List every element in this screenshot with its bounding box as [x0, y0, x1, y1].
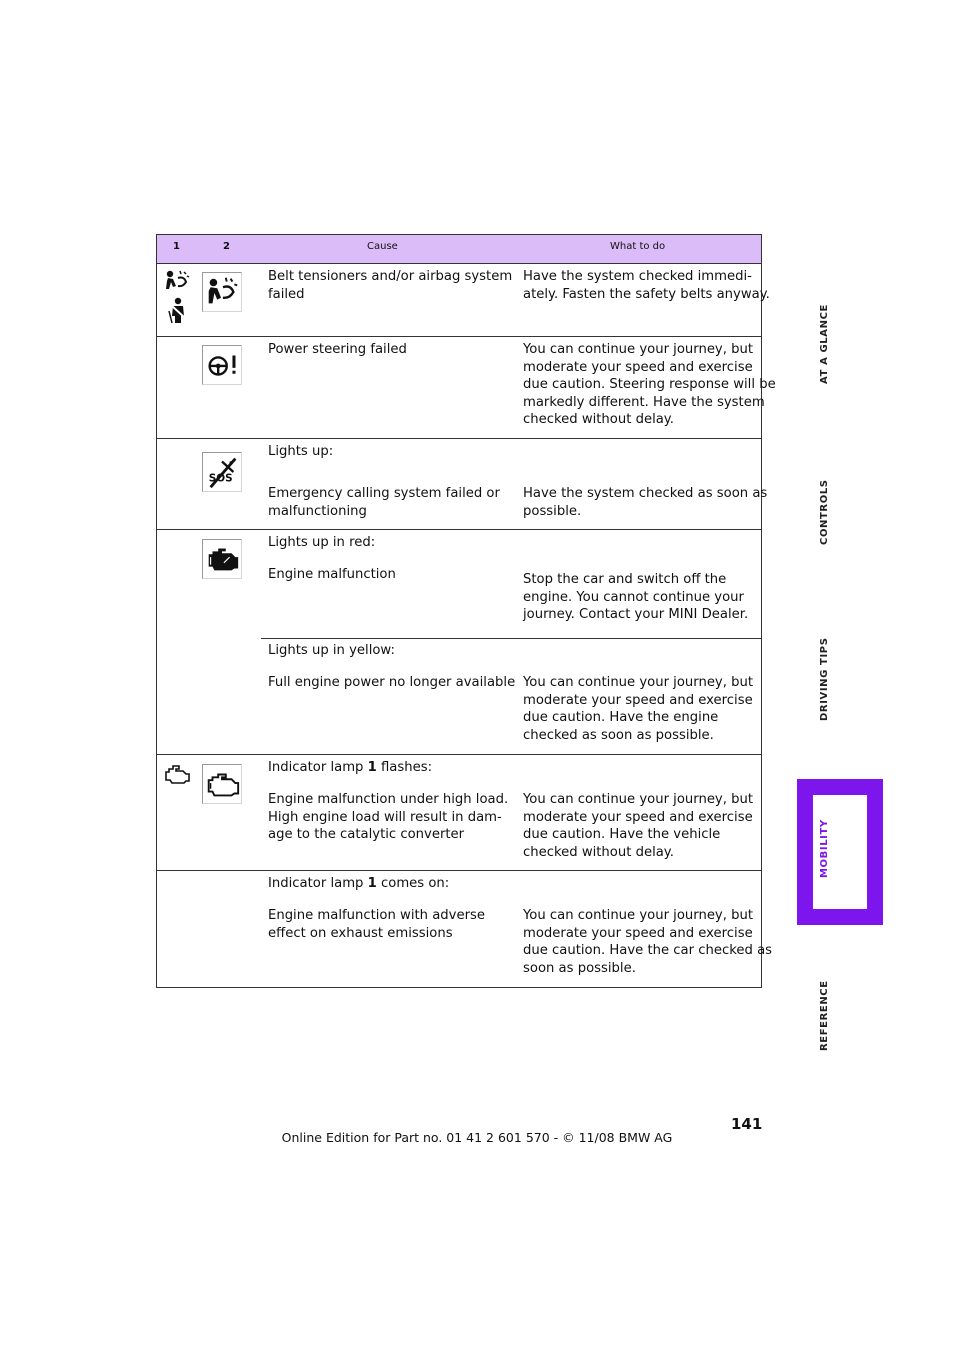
cause-line: Emergency calling system failed or — [268, 486, 500, 501]
action-line: Have the system checked immedi- — [523, 269, 752, 284]
indicator-number: 1 — [367, 760, 377, 775]
table-header — [157, 235, 761, 264]
intro-text — [268, 759, 432, 777]
header-col1: 1 — [173, 241, 180, 252]
row-divider — [157, 336, 761, 337]
action-line: moderate your speed and exercise — [523, 925, 753, 941]
action-cell — [523, 571, 748, 624]
action-cell — [523, 341, 776, 429]
action-line: checked as soon as possible. — [523, 727, 714, 743]
row-divider — [261, 638, 761, 639]
cause-cell — [268, 268, 512, 303]
cause-line: Engine malfunction — [268, 567, 396, 582]
action-line: You can continue your journey, but — [523, 792, 754, 807]
cause-cell — [268, 566, 396, 584]
cause-line: Engine malfunction under high load. — [268, 792, 509, 807]
row-divider — [157, 870, 761, 871]
action-line: journey. Contact your MINI Dealer. — [523, 607, 749, 623]
row-divider — [157, 529, 761, 530]
intro-pre: Indicator lamp — [268, 760, 368, 775]
action-line: checked without delay. — [523, 412, 674, 428]
cause-cell — [268, 485, 500, 520]
action-line: markedly different. Have the system — [523, 394, 765, 410]
action-line: due caution. Have the engine — [523, 710, 719, 726]
airbag-warning-icon — [202, 272, 242, 312]
svg-text:SOS: SOS — [208, 472, 233, 485]
cause-line: Full engine power no longer available — [268, 675, 516, 690]
cause-line: failed — [268, 286, 305, 302]
action-line: due caution. Steering response will be — [523, 377, 776, 393]
action-line: moderate your speed and exercise — [523, 809, 753, 825]
action-cell — [523, 268, 770, 303]
tab-driving-tips[interactable]: DRIVING TIPS — [819, 637, 830, 721]
cause-cell — [268, 907, 485, 942]
action-line: due caution. Have the vehicle — [523, 827, 721, 843]
action-cell — [523, 485, 767, 520]
action-line: moderate your speed and exercise — [523, 359, 753, 375]
row-divider — [157, 754, 761, 755]
action-line: You can continue your journey, but — [523, 908, 754, 923]
cause-line: age to the catalytic converter — [268, 827, 465, 843]
footer-text: Online Edition for Part no. 01 41 2 601 570 - © 11/08 BMW AG — [281, 1130, 673, 1145]
indicator-number: 1 — [367, 876, 377, 891]
action-line: You can continue your journey, but — [523, 342, 754, 357]
intro-text: Lights up in red: — [268, 535, 376, 550]
intro-text: Lights up in yellow: — [268, 643, 395, 658]
cause-line: Engine malfunction with adverse — [268, 908, 485, 923]
tab-mobility[interactable]: MOBILITY — [819, 819, 830, 878]
action-line: ately. Fasten the safety belts anyway. — [523, 286, 770, 302]
cause-line: effect on exhaust emissions — [268, 925, 453, 941]
action-line: Stop the car and switch off the — [523, 572, 727, 587]
header-what-to-do: What to do — [610, 241, 666, 252]
intro-post: comes on: — [376, 876, 450, 891]
tab-at-a-glance[interactable]: AT A GLANCE — [819, 304, 830, 384]
header-col2: 2 — [223, 241, 230, 252]
action-line: You can continue your journey, but — [523, 675, 754, 690]
engine-outline-icon — [202, 764, 242, 804]
intro-post: flashes: — [376, 760, 433, 775]
action-cell — [523, 674, 753, 744]
power-steering-warning-icon — [202, 345, 242, 385]
cause-line: Belt tensioners and/or airbag system — [268, 269, 513, 284]
cause-line: Power steering failed — [268, 342, 407, 357]
action-line: engine. You cannot continue your — [523, 589, 744, 605]
airbag-person-icon — [164, 269, 190, 295]
intro-pre: Indicator lamp — [268, 876, 368, 891]
tab-controls[interactable]: CONTROLS — [819, 479, 830, 545]
cause-cell — [268, 791, 508, 844]
action-cell — [523, 907, 772, 977]
action-line: soon as possible. — [523, 960, 636, 976]
sos-crossed-icon — [202, 452, 242, 492]
cause-cell — [268, 341, 407, 359]
tab-reference[interactable]: REFERENCE — [819, 980, 830, 1051]
row-divider — [157, 438, 761, 439]
action-line: moderate your speed and exercise — [523, 692, 753, 708]
action-line: checked without delay. — [523, 844, 674, 860]
engine-outline-icon — [164, 764, 191, 786]
intro-text — [268, 875, 449, 893]
seatbelt-person-icon — [164, 297, 190, 325]
header-cause: Cause — [367, 241, 398, 252]
action-line: due caution. Have the car checked as — [523, 943, 773, 959]
cause-line: malfunctioning — [268, 503, 367, 519]
action-line: Have the system checked as soon as — [523, 486, 768, 501]
engine-red-icon — [202, 539, 242, 579]
cause-line: High engine load will result in dam- — [268, 809, 502, 825]
action-line: possible. — [523, 503, 582, 519]
action-cell — [523, 791, 753, 861]
cause-cell — [268, 674, 515, 692]
page-number: 141 — [731, 1115, 763, 1133]
intro-text: Lights up: — [268, 444, 334, 459]
